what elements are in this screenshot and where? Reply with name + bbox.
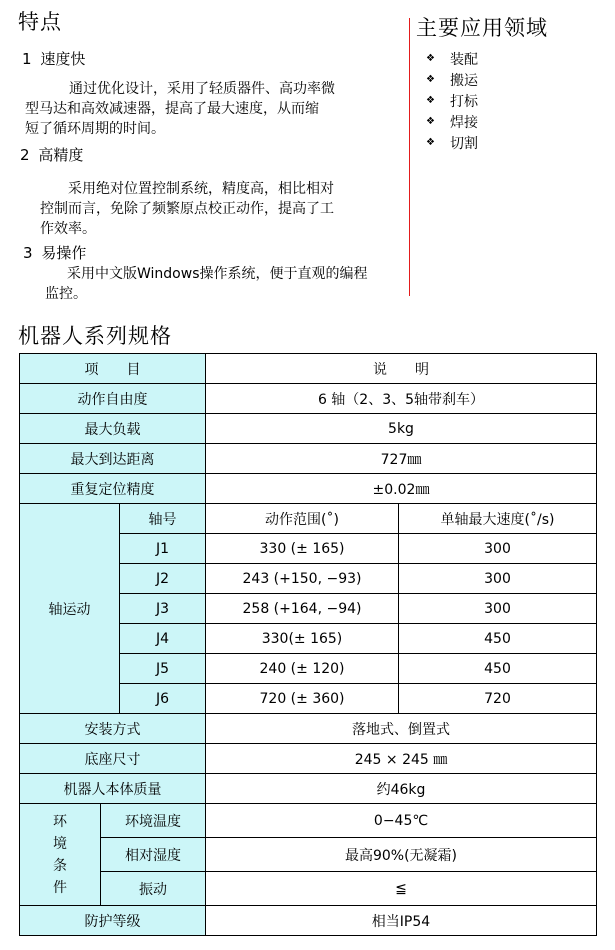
- axis-speed: 300: [399, 594, 597, 624]
- application-label: 打标: [450, 93, 478, 110]
- table-row: [20, 714, 597, 744]
- text-line: 控制而言，免除了频繁原点校正动作，提高了工: [40, 201, 334, 217]
- axis-no: J2: [120, 564, 206, 594]
- env-humidity-label: 相对湿度: [101, 838, 206, 872]
- feature-label: 高精度: [38, 146, 84, 164]
- table-row: [20, 384, 597, 414]
- feature-2-description: [40, 179, 390, 239]
- env-temp-label: 环境温度: [101, 804, 206, 838]
- table-row: [20, 774, 597, 804]
- row-label: 防护等级: [20, 906, 206, 936]
- feature-1-title: [22, 48, 85, 69]
- row-value: 5kg: [206, 414, 597, 444]
- feature-1-description: [25, 79, 385, 139]
- axis-speed: 450: [399, 624, 597, 654]
- axis-header-speed: 单轴最大速度(˚/s): [399, 504, 597, 534]
- row-label: 动作自由度: [20, 384, 206, 414]
- application-label: 切割: [450, 135, 478, 152]
- axis-range: 243 (+150, −93): [206, 564, 399, 594]
- axis-no: J3: [120, 594, 206, 624]
- text-line: 采用中文版Windows操作系统，便于直观的编程: [67, 266, 368, 282]
- feature-label: 速度快: [40, 50, 86, 68]
- diamond-bullet-icon: ❖: [426, 74, 435, 85]
- diamond-bullet-icon: ❖: [426, 53, 435, 64]
- table-row: [20, 504, 597, 534]
- row-label: 重复定位精度: [20, 474, 206, 504]
- application-label: 焊接: [450, 114, 478, 131]
- feature-2-title: [20, 144, 83, 165]
- feature-number: 1: [22, 50, 32, 68]
- axis-speed: 300: [399, 564, 597, 594]
- label-char: 环: [53, 813, 67, 830]
- row-label: 最大负载: [20, 414, 206, 444]
- axis-no: J5: [120, 654, 206, 684]
- table-row: [20, 906, 597, 936]
- environment-label: [20, 804, 101, 906]
- row-value: ±0.02㎜: [206, 474, 597, 504]
- text-line: 通过优化设计，采用了轻质器件、高功率微: [69, 81, 335, 97]
- text-line: 采用绝对位置控制系统，精度高，相比相对: [68, 181, 334, 197]
- axis-header-no: 轴号: [120, 504, 206, 534]
- table-header-desc: 说 明: [206, 354, 597, 384]
- table-header-item: 项 目: [20, 354, 206, 384]
- diamond-bullet-icon: ❖: [426, 116, 435, 127]
- applications-title: 主要应用领域: [416, 16, 548, 40]
- env-vibration-label: 振动: [101, 872, 206, 906]
- row-label: 底座尺寸: [20, 744, 206, 774]
- label-char: 条: [53, 857, 67, 874]
- feature-3-description: [45, 264, 405, 304]
- table-row: [20, 872, 597, 906]
- axis-no: J6: [120, 684, 206, 714]
- row-value: 245 × 245 ㎜: [206, 744, 597, 774]
- axis-speed: 720: [399, 684, 597, 714]
- section-divider: [409, 18, 410, 296]
- axis-range: 720 (± 360): [206, 684, 399, 714]
- feature-label: 易操作: [41, 244, 87, 262]
- text-line: 监控。: [45, 286, 87, 302]
- axis-range: 330 (± 165): [206, 534, 399, 564]
- table-row: [20, 474, 597, 504]
- row-value: 相当IP54: [206, 906, 597, 936]
- list-item: [426, 111, 478, 132]
- axis-speed: 450: [399, 654, 597, 684]
- environment-label-chars: [20, 811, 100, 899]
- row-label: 最大到达距离: [20, 444, 206, 474]
- row-label: 安装方式: [20, 714, 206, 744]
- feature-number: 2: [20, 146, 30, 164]
- application-label: 搬运: [450, 72, 478, 89]
- row-value: 约46kg: [206, 774, 597, 804]
- table-row: [20, 804, 597, 838]
- list-item: [426, 90, 478, 111]
- axis-range: 330(± 165): [206, 624, 399, 654]
- table-row: [20, 414, 597, 444]
- axis-motion-label: 轴运动: [20, 504, 120, 714]
- axis-header-range: 动作范围(˚): [206, 504, 399, 534]
- axis-speed: 300: [399, 534, 597, 564]
- axis-no: J4: [120, 624, 206, 654]
- axis-no: J1: [120, 534, 206, 564]
- diamond-bullet-icon: ❖: [426, 95, 435, 106]
- text-line: 型马达和高效减速器，提高了最大速度，从而缩: [25, 101, 319, 117]
- features-title: 特点: [18, 10, 62, 34]
- list-item: [426, 69, 478, 90]
- row-value: 落地式、倒置式: [206, 714, 597, 744]
- row-label: 机器人本体质量: [20, 774, 206, 804]
- text-line: 作效率。: [40, 221, 96, 237]
- table-row: [20, 838, 597, 872]
- label-char: 境: [53, 835, 67, 852]
- env-temp-value: 0−45℃: [206, 804, 597, 838]
- axis-range: 240 (± 120): [206, 654, 399, 684]
- specs-title: 机器人系列规格: [18, 324, 172, 348]
- label-char: 件: [53, 879, 67, 896]
- feature-number: 3: [23, 244, 33, 262]
- application-label: 装配: [450, 51, 478, 68]
- env-vibration-value: ≦: [206, 872, 597, 906]
- row-value: 6 轴（2、3、5轴带刹车）: [206, 384, 597, 414]
- list-item: [426, 48, 478, 69]
- text-line: 短了循环周期的时间。: [25, 121, 165, 137]
- row-value: 727㎜: [206, 444, 597, 474]
- spec-table: [19, 353, 597, 936]
- feature-3-title: [23, 242, 86, 263]
- axis-range: 258 (+164, −94): [206, 594, 399, 624]
- table-row: [20, 444, 597, 474]
- list-item: [426, 132, 478, 153]
- table-row: [20, 744, 597, 774]
- applications-list: [426, 48, 478, 153]
- table-row: [20, 354, 597, 384]
- diamond-bullet-icon: ❖: [426, 137, 435, 148]
- env-humidity-value: 最高90%(无凝霜): [206, 838, 597, 872]
